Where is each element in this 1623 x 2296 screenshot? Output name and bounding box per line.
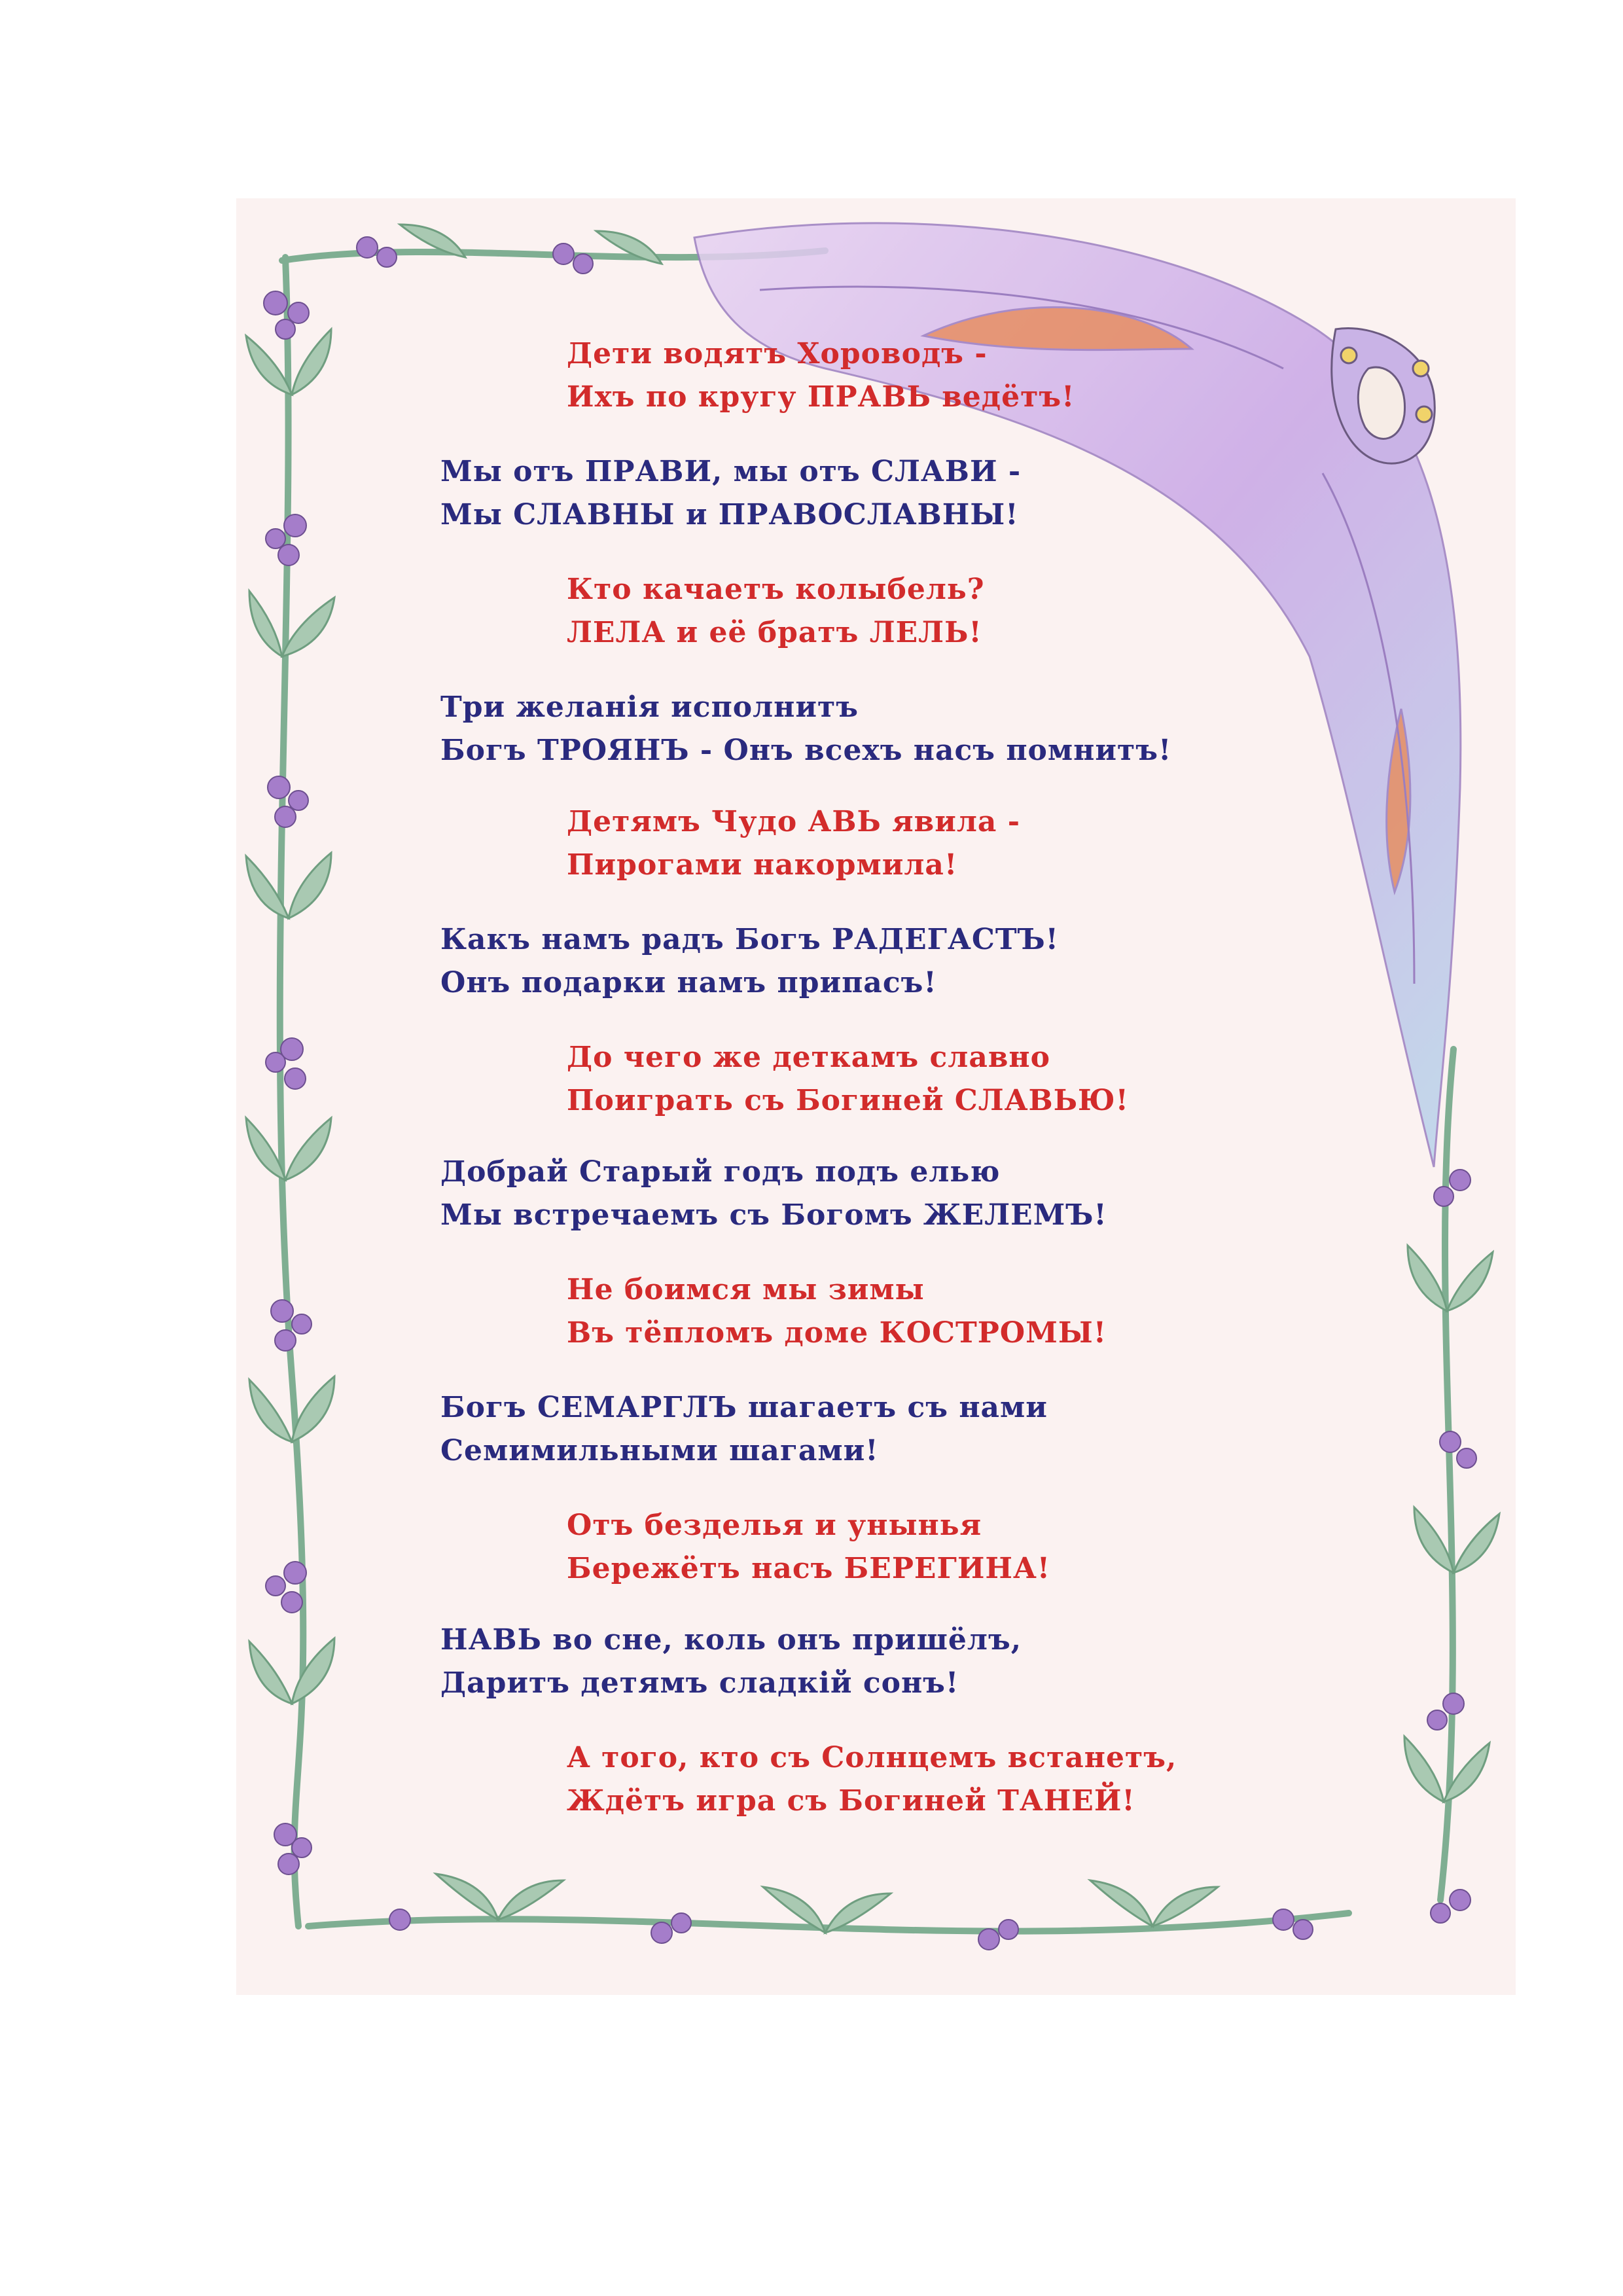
stanza-6 [440,918,1059,1005]
stanza-line: Даритъ детямъ сладкій сонъ! [440,1666,959,1700]
stanza-line: Въ тёпломъ доме КОСТРОМЫ! [567,1316,1107,1350]
stanza-line: Онъ подарки намъ припасъ! [440,966,937,999]
stanza-line: Богъ СЕМАРГЛЪ шагаетъ съ нами [440,1391,1048,1424]
stanza-8 [440,1151,1107,1237]
stanza-line: Мы отъ ПРАВИ, мы отъ СЛАВИ - [440,455,1022,488]
stanza-line: Богъ ТРОЯНЪ - Онъ всехъ насъ помнитъ! [440,734,1172,767]
stanza-line: Детямъ Чудо АВЬ явила - [567,805,1020,838]
stanza-line: Ихъ по кругу ПРАВЬ ведётъ! [567,380,1075,414]
stanza-line: Дети водятъ Хороводъ - [567,337,988,370]
stanza-4 [440,686,1171,772]
stanza-line: Семимильными шагами! [440,1434,879,1467]
stanza-2 [440,450,1021,537]
stanza-line: Отъ безделья и унынья [567,1509,982,1542]
stanza-line: Кто качаетъ колыбель? [567,573,985,606]
stanza-line: Какъ намъ радъ Богъ РАДЕГАСТЪ! [440,923,1059,956]
stanza-11 [567,1504,1050,1590]
stanza-line: Бережётъ насъ БЕРЕГИНА! [567,1552,1051,1585]
illustrated-page [236,198,1516,1995]
stanza-13 [567,1736,1177,1823]
stanza-9 [567,1268,1107,1355]
stanza-5 [567,800,1020,887]
stanza-10 [440,1386,1048,1473]
stanza-line: ЛЕЛА и её братъ ЛЕЛЬ! [567,616,982,649]
stanza-line: Три желанія исполнитъ [440,691,859,724]
stanza-1 [567,332,1075,419]
stanza-line: Мы СЛАВНЫ и ПРАВОСЛАВНЫ! [440,498,1019,531]
stanza-3 [567,568,985,655]
stanza-line: Поиграть съ Богиней СЛАВЬЮ! [567,1084,1129,1117]
stanza-line: Не боимся мы зимы [567,1273,925,1306]
stanza-line: Ждётъ игра съ Богиней ТАНЕЙ! [567,1784,1135,1818]
stanza-line: Мы встречаемъ съ Богомъ ЖЕЛЕМЪ! [440,1198,1107,1232]
stanza-12 [440,1619,1022,1705]
stanza-7 [567,1036,1129,1122]
stanza-line: Добрай Старый годъ подъ елью [440,1155,1001,1189]
stanza-line: Пирогами накормила! [567,848,958,882]
stanza-line: До чего же деткамъ славно [567,1041,1050,1074]
stanza-line: А того, кто съ Солнцемъ встанетъ, [567,1741,1177,1774]
poem [236,198,1516,1995]
stanza-line: НАВЬ во сне, коль онъ пришёлъ, [440,1623,1022,1657]
